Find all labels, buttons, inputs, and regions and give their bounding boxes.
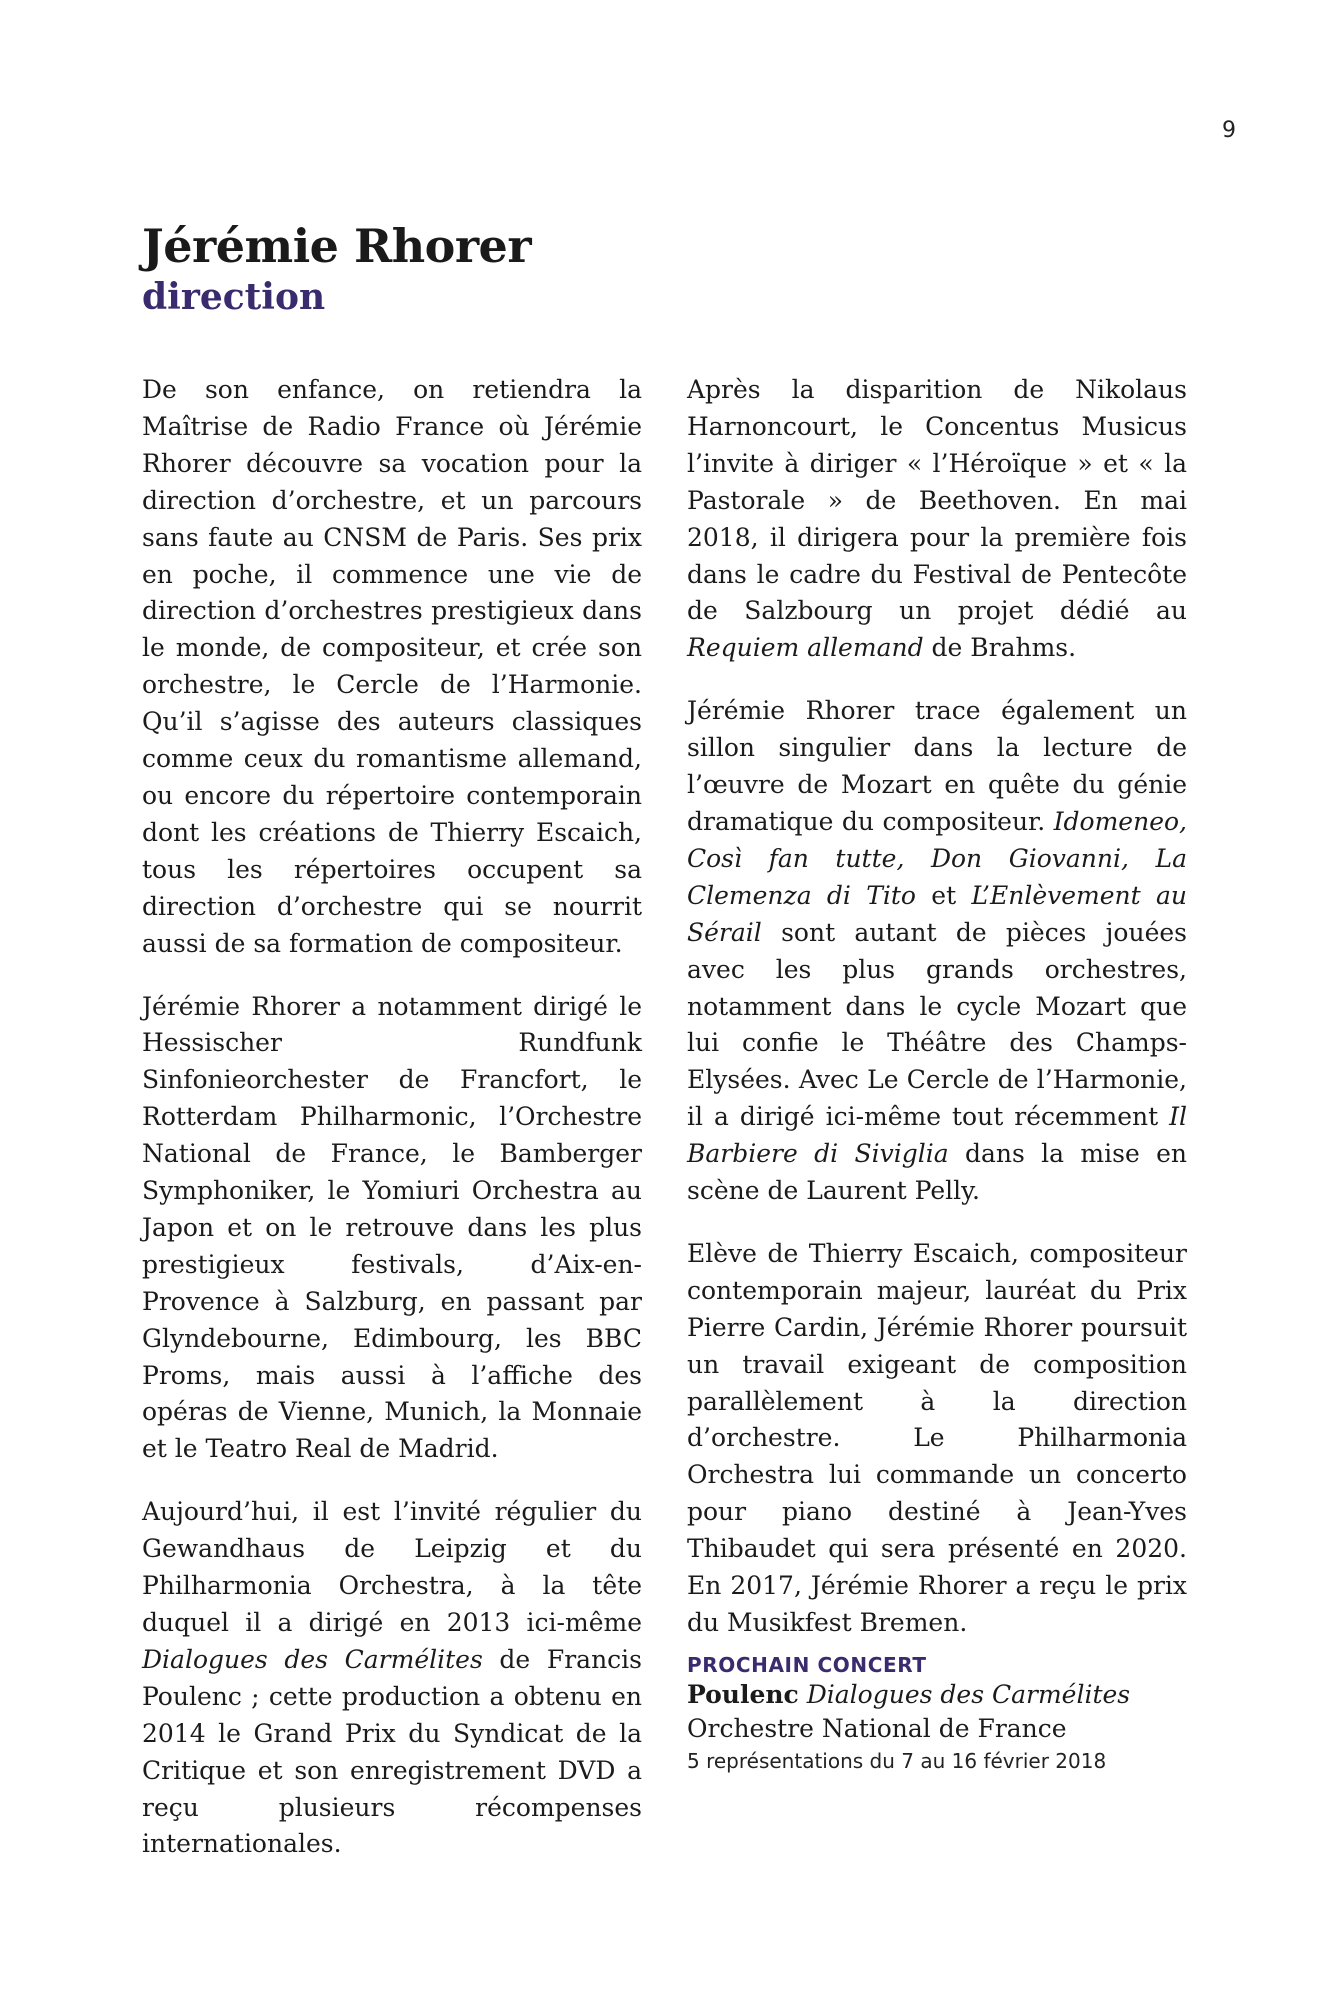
work-title: Dialogues des Carmélites: [142, 1644, 483, 1674]
next-concert-orchestra: Orchestre National de France: [687, 1714, 1067, 1743]
bio-paragraph-6: Elève de Thierry Escaich, compositeur contemporain majeur, lauréat du Prix Pierre Cardin, Jérémie Rhorer poursuit un travail exigeant de composition parallèlement à la direction d’orchestre. Le Philharmonia Orchestra lui commande un concerto pour piano destiné à Jean-Yves Thibaudet qui sera présenté en 2020. En 2017, Jérémie Rhorer a reçu le prix du Musikfest Bremen.: [687, 1238, 1187, 1637]
text-run: sont autant de pièces jouées avec les plus grands orchestres, notamment dans le cycle Mozart que lui confie le Théâtre des Champs-Elysées. Avec Le Cercle de l’Harmonie, il a dirigé ici-même tout récemment: [687, 917, 1187, 1132]
text-run: Aujourd’hui, il est l’invité régulier du Gewandhaus de Leipzig et du Philharmonia Orchestra, à la tête duquel il a dirigé en 2013 ici-même: [142, 1497, 642, 1637]
text-run: dans la mise en scène de Laurent Pelly.: [687, 1139, 1187, 1206]
artist-name: Jérémie Rhorer: [142, 219, 532, 273]
work-title: Requiem allemand: [687, 633, 924, 663]
text-run: de Brahms.: [923, 633, 1077, 663]
bio-paragraph-3: [142, 1494, 642, 1863]
next-concert-dates: 5 représentations du 7 au 16 février 2018: [687, 1749, 1107, 1773]
text-run: Jérémie Rhorer trace également un sillon singulier dans la lecture de l’œuvre de Mozart en quête du génie dramatique du compositeur.: [687, 696, 1187, 836]
bio-paragraph-5: [687, 693, 1187, 1210]
bio-paragraph-4: [687, 372, 1187, 667]
text-run: Après la disparition de Nikolaus Harnoncourt, le Concentus Musicus l’invite à diriger « l’Héroïque » et « la Pastorale » de Beethoven. En mai 2018, il dirigera pour la première fois dans le cadre du Festival de Pentecôte de Salzbourg un projet dédié au: [687, 375, 1187, 626]
text-run: et: [915, 880, 972, 910]
next-concert-box: [687, 1652, 1247, 1776]
next-concert-work: [687, 1678, 1247, 1712]
page-number: 9: [1222, 118, 1236, 143]
work-title: Idomeneo, Così fan tutte, Don Giovanni, La Clemenza di Tito: [687, 806, 1187, 910]
bio-paragraph-2: Jérémie Rhorer a notamment dirigé le Hessischer Rundfunk Sinfonieorchester de Francfort, le Rotterdam Philharmonic, l’Orchestre National de France, le Bamberger Symphoniker, le Yomiuri Orchestra au Japon et on le retrouve dans les plus prestigieux festivals, d’Aix-en-Provence à Salzburg, en passant par Glyndebourne, Edimbourg, les BBC Proms, mais aussi à l’affiche des opéras de Vienne, Munich, la Monnaie et le Teatro Real de Madrid.: [142, 991, 642, 1464]
work-title: L’Enlèvement au Sérail: [687, 880, 1187, 947]
artist-role: direction: [142, 276, 326, 318]
next-concert-title: Dialogues des Carmélites: [806, 1680, 1131, 1709]
work-title: Il Barbiere di Siviglia: [687, 1102, 1187, 1169]
right-column: [687, 372, 1187, 1668]
text-run: de Francis Poulenc ; cette production a obtenu en 2014 le Grand Prix du Syndicat de la Critique et son enregistrement DVD a reçu plusieurs récompenses internationales.: [142, 1644, 642, 1859]
next-concert-heading: PROCHAIN CONCERT: [687, 1653, 927, 1677]
bio-paragraph-1: De son enfance, on retiendra la Maîtrise de Radio France où Jérémie Rhorer découvre sa vocation pour la direction d’orchestre, et un parcours sans faute au CNSM de Paris. Ses prix en poche, il commence une vie de direction d’orchestres prestigieux dans le monde, de compositeur, et crée son orchestre, le Cercle de l’Harmonie. Qu’il s’agisse des auteurs classiques comme ceux du romantisme allemand, ou encore du répertoire contemporain dont les créations de Thierry Escaich, tous les répertoires occupent sa direction d’orchestre qui se nourrit aussi de sa formation de compositeur.: [142, 375, 642, 958]
left-column: [142, 372, 642, 1889]
page-header: [142, 218, 531, 320]
next-concert-composer: Poulenc: [687, 1680, 799, 1709]
